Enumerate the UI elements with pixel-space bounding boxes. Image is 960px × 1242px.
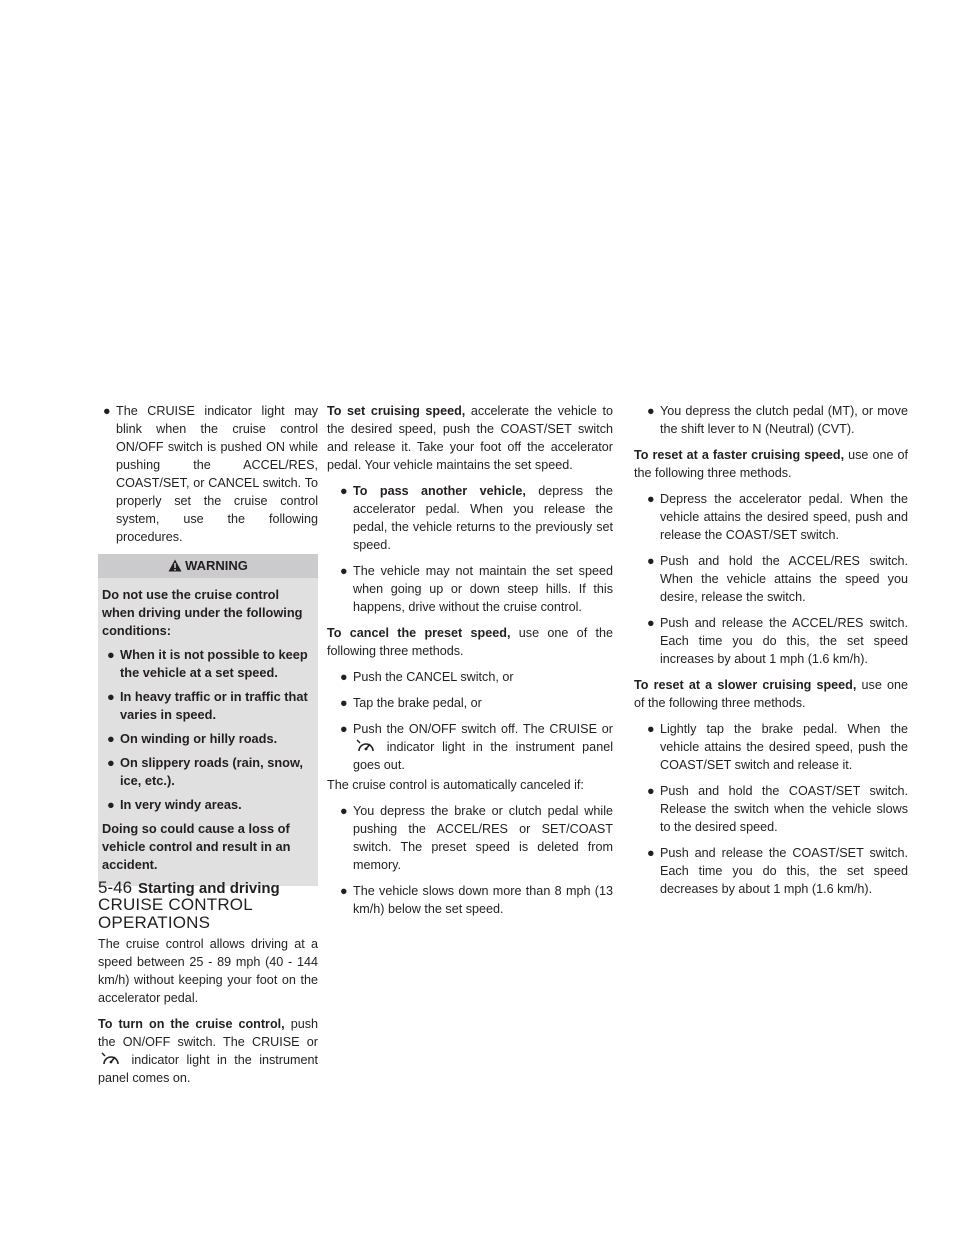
warning-triangle-icon <box>168 559 182 572</box>
cancel-text: use one of the following three methods. <box>327 626 613 658</box>
cancel-onoff-text-cont: indicator light in the instrument panel goes out. <box>353 740 613 772</box>
bullet: ● <box>340 484 348 498</box>
list-item <box>335 482 613 554</box>
faster-lead: To reset at a faster cruising speed, <box>634 448 845 462</box>
bullet: ● <box>647 784 655 798</box>
set-speed-paragraph <box>327 402 613 474</box>
warning-item-text: In heavy traffic or in traffic that varies in speed. <box>120 689 308 722</box>
pass-text: depress the accelerator pedal. When you release the pedal, the vehicle returns to the previously set speed. <box>353 484 614 552</box>
slower-lead: To reset at a slower cruising speed, <box>634 678 857 692</box>
turn-on-paragraph <box>98 1015 318 1087</box>
list-item <box>98 402 318 546</box>
warning-item-text: In very windy areas. <box>120 797 242 812</box>
bullet: ● <box>340 804 348 818</box>
faster-item: Depress the accelerator pedal. When the vehicle attains the desired speed, push and release the COAST/SET switch. <box>660 492 908 542</box>
bullet: ● <box>647 722 655 736</box>
list-item <box>335 882 613 918</box>
bullet: ● <box>107 647 115 662</box>
auto-cancel-item: You depress the brake or clutch pedal while pushing the ACCEL/RES or SET/COAST switch. The preset speed is deleted from memory. <box>353 804 613 872</box>
bullet: ● <box>647 404 655 418</box>
warning-box <box>98 554 318 886</box>
warning-item <box>102 646 314 682</box>
warning-lead: Do not use the cruise control when driving under the following conditions: <box>102 587 303 638</box>
column-1 <box>98 402 318 1095</box>
faster-item: Push and release the ACCEL/RES switch. Each time you do this, the set speed increases by about 1 mph (1.6 km/h). <box>660 616 908 666</box>
bullet: ● <box>107 731 115 746</box>
cruise-speedometer-icon <box>355 738 377 754</box>
bullet: ● <box>647 616 655 630</box>
list-item <box>642 490 908 544</box>
bullet: ● <box>340 884 348 898</box>
faster-paragraph <box>634 446 908 482</box>
list-item <box>642 720 908 774</box>
bullet: ● <box>107 755 115 770</box>
section-title: CRUISE CONTROL OPERATIONS <box>98 895 253 932</box>
bullet: ● <box>107 689 115 704</box>
list-item <box>335 562 613 616</box>
warning-closing: Doing so could cause a loss of vehicle control and result in an accident. <box>102 821 291 872</box>
intro-paragraph: The cruise control allows driving at a speed between 25 - 89 mph (40 - 144 km/h) without keeping your foot on the accelerator pedal. <box>98 937 318 1005</box>
page-footer <box>98 878 280 898</box>
indicator-blink-note: The CRUISE indicator light may blink when the cruise control ON/OFF switch is pushed ON while pushing the ACCEL/RES, COAST/SET, or CANCEL switch. To properly set the cruise control system, use the following procedures. <box>116 404 318 544</box>
bullet: ● <box>103 404 111 418</box>
warning-item-text: On winding or hilly roads. <box>120 731 278 746</box>
bullet: ● <box>107 797 115 812</box>
list-item <box>642 614 908 668</box>
auto-cancel-item: The vehicle slows down more than 8 mph (13 km/h) below the set speed. <box>353 884 613 916</box>
slower-item: Push and hold the COAST/SET switch. Release the switch when the vehicle slows to the desired speed. <box>660 784 908 834</box>
slower-paragraph <box>634 676 908 712</box>
slower-item: Lightly tap the brake pedal. When the vehicle attains the desired speed, push the COAST/SET switch and release it. <box>660 722 908 772</box>
warning-item <box>102 754 314 790</box>
cancel-item: Push the CANCEL switch, or <box>353 670 514 684</box>
bullet: ● <box>647 554 655 568</box>
warning-title: WARNING <box>185 558 248 573</box>
bullet: ● <box>340 722 348 736</box>
warning-item <box>102 730 314 748</box>
slower-text: use one of the following three methods. <box>634 678 908 710</box>
bullet: ● <box>340 564 348 578</box>
faster-item: Push and hold the ACCEL/RES switch. When the vehicle attains the speed you desire, release the switch. <box>660 554 908 604</box>
page-number: 5-46 <box>98 878 133 897</box>
clutch-item: You depress the clutch pedal (MT), or move the shift lever to N (Neutral) (CVT). <box>660 404 908 436</box>
turn-on-text: push the ON/OFF switch. The CRUISE or <box>98 1017 319 1049</box>
set-speed-lead: To set cruising speed, <box>327 404 466 418</box>
set-speed-text: accelerate the vehicle to the desired speed, push the COAST/SET switch and release it. Take your foot off the accelerator pedal. Your vehicle maintains the set speed. <box>327 404 613 472</box>
bullet: ● <box>340 696 348 710</box>
bullet: ● <box>647 846 655 860</box>
pass-lead: To pass another vehicle, <box>353 484 526 498</box>
bullet: ● <box>340 670 348 684</box>
turn-on-text-cont: indicator light in the instrument panel comes on. <box>98 1053 318 1085</box>
hills-text: The vehicle may not maintain the set speed when going up or down steep hills. If this happens, drive without the cruise control. <box>353 564 613 614</box>
list-item <box>335 694 613 712</box>
warning-item <box>102 688 314 724</box>
faster-text: use one of the following three methods. <box>634 448 908 480</box>
list-item <box>642 782 908 836</box>
column-2 <box>327 402 613 926</box>
cruise-speedometer-icon <box>100 1051 122 1067</box>
warning-item-text: On slippery roads (rain, snow, ice, etc.). <box>120 755 303 788</box>
section-name: Starting and driving <box>138 880 280 897</box>
list-item <box>642 402 908 438</box>
auto-cancel-lead: The cruise control is automatically canceled if: <box>327 778 584 792</box>
column-3 <box>634 402 908 906</box>
turn-on-lead: To turn on the cruise control, <box>98 1017 285 1031</box>
warning-item <box>102 796 314 814</box>
cancel-item: Tap the brake pedal, or <box>353 696 482 710</box>
cancel-lead: To cancel the preset speed, <box>327 626 511 640</box>
list-item <box>335 720 613 774</box>
warning-item-text: When it is not possible to keep the vehicle at a set speed. <box>120 647 308 680</box>
cancel-onoff-text: Push the ON/OFF switch off. The CRUISE or <box>353 722 613 736</box>
warning-header <box>98 554 318 578</box>
cancel-paragraph <box>327 624 613 660</box>
slower-item: Push and release the COAST/SET switch. Each time you do this, the set speed decreases by about 1 mph (1.6 km/h). <box>660 846 908 896</box>
list-item <box>335 668 613 686</box>
warning-body <box>98 586 318 874</box>
list-item <box>642 844 908 898</box>
list-item <box>642 552 908 606</box>
list-item <box>335 802 613 874</box>
bullet: ● <box>647 492 655 506</box>
